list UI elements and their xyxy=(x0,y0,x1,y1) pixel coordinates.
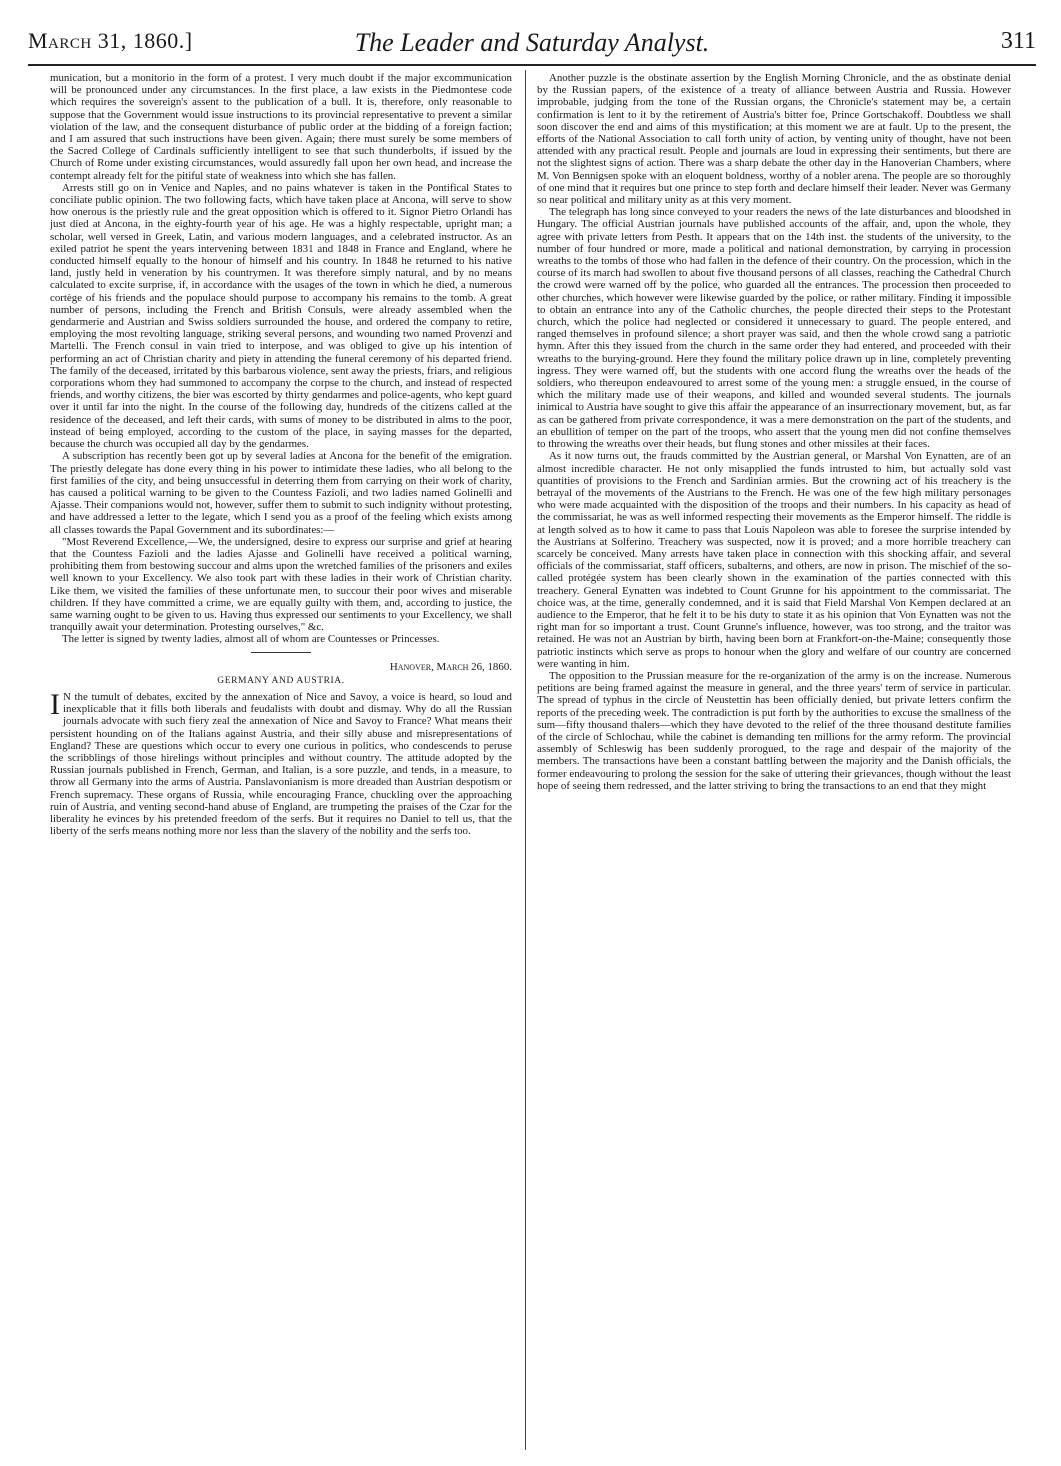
article-paragraph: As it now turns out, the frauds committed by the Austrian general, or Marshal Von Eynatten, are of an almost incredible character. He not only misapplied the funds intrusted to him, but actually sold vast quantities of provisions to the French and Sardinian armies. But the crowning act of his treachery is the betrayal of the movements of the Austrians to the French. He was one of the few high military personages who were made acquainted with the disposition of the troops and their numbers. In his capacity as head of the commissariat, he was as well informed respecting their movements as the Emperor himself. The riddle is at length solved as to how it came to pass that Louis Napoleon was able to foresee the surprise intended by the Austrians at Solferino. Treachery was suspected, now it is proved; and a more horrible treachery can scarcely be conceived. Many arrests have taken place in connection with this shocking affair, and several officials of the commissariat, staff officers, subalterns, and others, are now in prison. The mischief of the so-called protégée system has been clearly shown in the examination of the parties connected with this treachery. General Eynatten was indebted to Count Grunne for his appointment to the commissariat. The choice was, at the time, generally condemned, and it is said that Field Marshal Von Kempen declared at an audience to the Emperor, that he felt it to be his duty to state it as his opinion that Von Eynatten was not the right man for so important a trust. Count Grunne's influence, however, was too strong, and the traitor was retained. He was not an Austrian by birth, having been born at Frankfort-on-the-Maine; consequently those patriotic instincts which serve as props to honour when the glory and welfare of our country are concerned were wanting in him. xyxy=(537,450,1011,670)
article-paragraph: Another puzzle is the obstinate assertion by the English Morning Chronicle, and the as obstinate denial by the Russian papers, of the existence of a treaty of alliance between Austria and Russia. However improbable, judging from the tone of the Russian organs, the Chronicle's statement may be, a certain confirmation is lent to it by the retirement of Austria's bitter foe, Prince Gortschakoff. Doubtless we shall soon discover the end and aims of this mystification; at this moment we are at fault. Up to the present, the efforts of the National Association to call forth unity of action, by venting unity of thought, have not been attended with any practical result. People and journals are loud in expressing their sentiments, but there are not the slightest signs of action. There was a sharp debate the other day in the Hanoverian Chambers, where M. Von Bennigsen spoke with an eloquent boldness, worthy of a nobler arena. The people are so thoroughly of one mind that it requires but one prince to step forth and declare himself their leader. Never was Germany so near political and military unity as at this very moment. xyxy=(537,72,1011,207)
article-paragraph: munication, but a monitorio in the form of a protest. I very much doubt if the major excommunication will be pronounced under any circumstances. In the first place, a law exists in the Piedmontese code which requires the sovereign's assent to the publication of a bull. It is, therefore, only reasonable to suppose that the Government would issue instructions to its provincial representative to prevent a similar violation of the law, and the consequent disturbance of public order at the bidding of a foreign faction; and I am assured that such instructions have been given. Again; there must surely be some members of the Sacred College of Cardinals sufficiently intelligent to see that such thunderbolts, if issued by the Church of Rome under existing circumstances, would assuredly fall upon her own head, and increase the contempt already felt for the pitiful state of weakness into which she has fallen. xyxy=(50,72,512,182)
right-column xyxy=(537,72,1011,792)
dateline: Hanover, March 26, 1860. xyxy=(389,660,512,673)
drop-cap: I xyxy=(50,687,60,721)
column-divider xyxy=(525,70,526,1450)
article-paragraph: A subscription has recently been got up by several ladies at Ancona for the benefit of the emigration. The priestly delegate has done every thing in his power to intimidate these ladies, who all belong to the first families of the city, and being unsuccessful in deterring them from carrying on their work of charity, has caused a political warning to be given to the Countess Fazioli, and two ladies named Golinelli and Ajasse. Their companions would not, however, suffer them to submit to such indignity without protesting, and have addressed a letter to the legate, which I send you as a proof of the feeling which exists among all classes towards the Papal Government and its subordinates:— xyxy=(50,450,512,536)
section-heading: GERMANY AND AUSTRIA. xyxy=(217,675,345,686)
left-column xyxy=(50,72,512,837)
page-header xyxy=(28,28,1036,60)
page-number: 311 xyxy=(1000,28,1036,54)
article-paragraph: The letter is signed by twenty ladies, almost all of whom are Countesses or Princesses. xyxy=(62,633,440,646)
lead-paragraph-text: N the tumult of debates, excited by the annexation of Nice and Savoy, a voice is heard, so loud and inexplicable that it fills both liberals and feudalists with doubt and dismay. Why do all the Russian journals advocate with such fiery zeal the annexation of Nice and Savoy to France? What means their persistent hounding on of the Italians against Austria, and their silly abuse and misrepresentations of England? These are questions which occur to every one curious in politics, who condescends to peruse the scribblings of those hirelings without principles and without country. The attitude adopted by the Russian journals published in French, German, and Italian, is a sore puzzle, and tends, in a measure, to throw all Germany into the arms of Austria. Panslavonianism is more dreaded than Austrian despotism or French supremacy. These organs of Russia, while encouraging France, chuckling over the approaching ruin of Austria, and venting second-hand abuse of England, are trumpeting the praises of the Czar for the liberality he evinces by his pretended freedom of the serfs. But it requires no Daniel to tell us, that the liberty of the serfs means nothing more nor less than the slavery of the nobility and the serfs too. xyxy=(50,690,512,838)
section-rule xyxy=(251,652,311,653)
header-rule xyxy=(28,64,1036,66)
issue-date: March 31, 1860.] xyxy=(28,28,193,53)
article-paragraph: The telegraph has long since conveyed to your readers the news of the late disturbances and bloodshed in Hungary. The official Austrian journals have published accounts of the affair, and, upon the whole, they agree with private letters from Pesth. It appears that on the 14th inst. the students of the university, to the number of four hundred or more, made a political and national demonstration, by carrying in procession wreaths to the tombs of those who had fallen in the defence of their country. On the procession, which in the course of its march had swollen to about five thousand persons of all classes, reaching the Cathedral Church the crowd were warned off by the police, who guarded all the entrances. The procession then proceeded to other churches, which however were likewise guarded by the police, or rather military. Finding it impossible to obtain an entrance into any of the Catholic churches, the people directed their steps to the Protestant church, which the police had neglected or considered it unnecessary to guard. The people entered, and ranged themselves in profound silence; a short prayer was said, and then the whole crowd sang a patriotic hymn. After this they issued from the church in the same order they had entered, and proceeded with their wreaths to the burying-ground. Here they found the military police drawn up in line, completely preventing ingress. They were warned off, but the students with one accord flung the wreaths over the heads of the soldiers, who thereupon endeavoured to arrest some of the young men: a struggle ensued, in the course of which the military made use of their weapons, and killed and wounded several students. The journals inimical to Austria have sought to give this affair the appearance of an insurrectionary movement, but, as far as can be gathered from private correspondence, it was a mere demonstration on the part of the students, and an ebullition of temper on the part of the troops, who assert that the young men did not confine themselves to throwing the wreaths over their heads, but flung stones and other missiles at their faces. xyxy=(537,206,1011,451)
lead-paragraph xyxy=(50,687,512,838)
article-paragraph: The opposition to the Prussian measure for the re-organization of the army is on the increase. Numerous petitions are being framed against the measure in general, and the three years' term of service in particular. The spread of typhus in the circle of Neustettin has been officially denied, but private letters confirm the reports of the preceding week. The contradiction is put forth by the authorities to excuse the smallness of the sum—fifty thousand thalers—which they have devoted to the relief of the three thousand destitute families of the circle of Schlochau, while the cabinet is demanding ten millions for the army reform. The provincial assembly of Schleswig has been suddenly prorogued, to the rage and despair of the majority of the members. The transactions have been a constant battling between the majority and the Danish officials, the former endeavouring to prolong the session for the sake of uttering their grievances, though without the least hope of seeing them redressed, and the latter striving to bring the transactions to an end that they might xyxy=(537,669,1011,792)
quoted-letter: "Most Reverend Excellence,—We, the undersigned, desire to express our surprise and grief at hearing that the Countess Fazioli and the ladies Ajasse and Golinelli have received a political warning, prohibiting them from bestowing succour and alms upon the wretched families of the prisoners and exiles well known to your Excellency. We also took part with these ladies in their work of Christian charity. Like them, we visited the families of these unfortunate men, to succour their poor wives and miserable children. If they have committed a crime, we are equally guilty with them, and, according to justice, the same warning ought to be given to us. Having thus expressed our sentiments to your Excellency, we shall tranquilly await your determination. Protesting ourselves," &c. xyxy=(50,535,512,634)
publication-title: The Leader and Saturday Analyst. xyxy=(354,28,710,57)
article-paragraph: Arrests still go on in Venice and Naples, and no pains whatever is taken in the Pontifical States to conciliate public opinion. The two following facts, which have taken place at Ancona, will serve to show how onerous is the priestly rule and the great opposition which is offered to it. Signor Pietro Orlandi has just died at Ancona, in the eighty-fourth year of his age. He was a highly respectable, upright man; a scholar, well versed in Greek, Latin, and various modern languages, and a celebrated instructor. As an exiled patriot he spent the years intervening between 1831 and 1848 in France and England, where he conducted himself equally to the honour of himself and his country. In 1848 he returned to his native land, justly held in veneration by his countrymen. It was therefore simply natural, and by no means calculated to excite surprise, if, in accordance with the usages of the town in which he died, a numerous cortège of his friends and the populace should purpose to accompany his remains to the tomb. A great number of persons, including the French and British Consuls, were already assembled when the gendarmerie and Austrian and Swiss soldiers surrounded the house, and ordered the company to retire, employing the most revolting language, striking several persons, and wounding two named Provenzi and Martelli. The French consul in vain tried to interpose, and was obliged to give up his intention of performing an act of Christian charity and piety in attending the funeral ceremony of his departed friend. The family of the deceased, irritated by this barbarous violence, sent away the priests, friars, and religious corporations whom they had summoned to accompany the corpse to the church, and instead of respected friends, and worthy citizens, the bier was escorted by thirty gendarmes and police-agents, who kept guard over it until far into the night. In the course of the following day, hundreds of the citizens called at the residence of the deceased, and left their cards, with sums of money to be distributed in alms to the poor, instead of being employed, according to the custom of the place, in saying masses for the departed, because the church was occupied all day by the gendarmes. xyxy=(50,181,512,451)
